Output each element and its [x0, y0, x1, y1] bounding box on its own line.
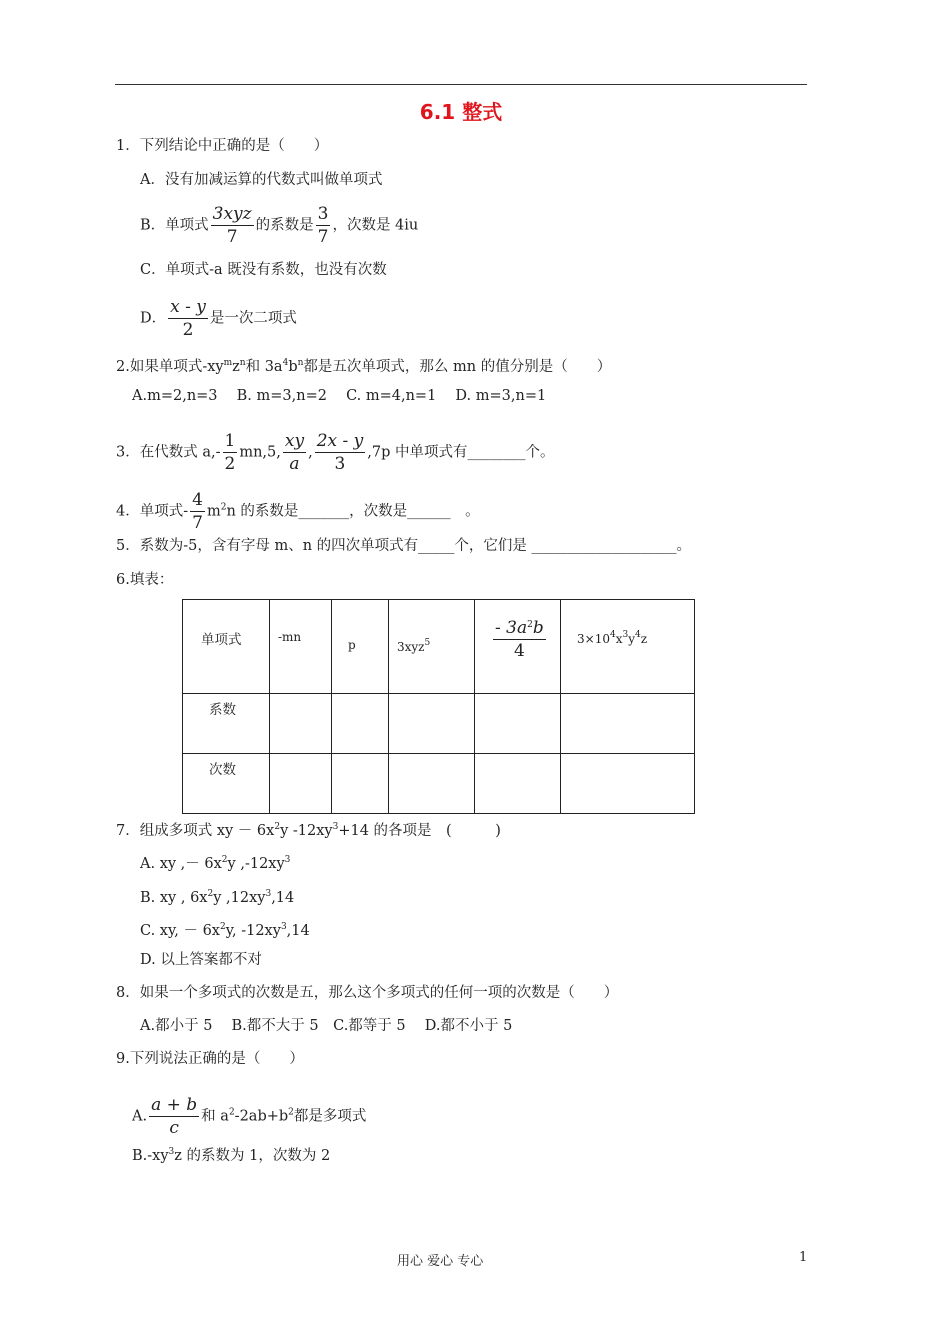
q1-b-mid: 的系数是	[255, 217, 314, 234]
q4-prefix: 4．单项式-	[116, 503, 189, 520]
q1-d-prefix: D．	[140, 310, 167, 327]
q3-mid1: mn,5,	[239, 444, 281, 461]
table-cell-sup-c: 4	[635, 630, 641, 640]
q2-stem	[116, 353, 611, 377]
table-cell-3x10	[561, 600, 695, 694]
q9-b-post: z 的系数为 1，次数为 2	[174, 1148, 331, 1164]
q7-a3: 3	[284, 855, 291, 865]
q9-a-fraction	[149, 1094, 199, 1139]
q2-stem-b: b	[288, 359, 298, 375]
table-head-coefficient-label: 系数	[209, 702, 236, 718]
table-cell-p	[332, 600, 389, 694]
q1-b-suffix: ，次数是 4iu	[332, 217, 419, 234]
q9-b-pre: B.-xy	[132, 1148, 169, 1164]
table-fraction	[493, 614, 546, 662]
q1-b-frac2-den: 7	[317, 227, 329, 247]
table-blank	[389, 694, 475, 754]
q7-stem	[116, 817, 501, 841]
q7-a0: A. xy ,－ 6x	[140, 856, 222, 872]
q3-f3-num: 2x - y	[316, 431, 364, 451]
q7-option-d: D. 以上答案都不对	[140, 952, 262, 968]
q3-suffix: ,7p 中单项式有________个。	[367, 444, 555, 461]
table-blank	[389, 754, 475, 814]
table-cell-mn	[270, 600, 332, 694]
q7-c0: C. xy, － 6x	[140, 923, 220, 939]
table-cell-3xyz5	[389, 600, 475, 694]
table-cell-3xyz: 3xyz	[397, 640, 425, 654]
q7-a2: y ,-12xy	[227, 856, 285, 872]
q4-suffix: n 的系数是_______，次数是______ 。	[226, 503, 480, 520]
table-cell-sup-a: 4	[609, 630, 616, 640]
q7-c3: 3	[280, 922, 287, 932]
q3-f1-den: 2	[224, 454, 236, 474]
q7-s3: 3	[332, 822, 339, 832]
table-cell-z: z	[640, 632, 648, 646]
q9-b-sup: 3	[168, 1147, 175, 1157]
q3	[116, 430, 554, 475]
q3-fraction-1	[223, 430, 238, 475]
table-head-degree-label: 次数	[209, 762, 236, 778]
q6-stem: 6.填表：	[116, 572, 174, 588]
q7-option-b	[140, 884, 294, 908]
q9-a-suffix: 都是多项式	[293, 1108, 367, 1125]
q6-table	[182, 599, 695, 814]
q7-c4: ,14	[286, 923, 310, 939]
q3-f2-num: xy	[284, 431, 305, 451]
q7-s4: +14 的各项是 ( )	[338, 823, 501, 839]
q1-option-a: A．没有加减运算的代数式叫做单项式	[140, 172, 383, 188]
table-blank	[332, 694, 389, 754]
q2-stem-mid: 和 3a	[245, 359, 283, 375]
q1-b-prefix: B．单项式	[140, 217, 209, 234]
q1-b-fraction-2	[316, 203, 331, 248]
q9-option-a	[132, 1094, 366, 1139]
q1-stem: 1．下列结论中正确的是（ ）	[116, 138, 329, 154]
table-frac-num: - 3a	[495, 618, 528, 638]
q9-stem: 9.下列说法正确的是（ ）	[116, 1051, 304, 1067]
q7-a1: 2	[221, 855, 228, 865]
q2-sup-n: n	[239, 358, 246, 368]
q8-stem: 8．如果一个多项式的次数是五，那么这个多项式的任何一项的次数是（ ）	[116, 985, 619, 1001]
table-cell-3x10-text: 3×10	[577, 632, 610, 646]
q3-comma: ,	[308, 444, 313, 461]
page-number: 1	[799, 1250, 808, 1265]
q1-b-frac2-num: 3	[317, 204, 329, 224]
q3-fraction-3	[315, 430, 366, 475]
table-frac-den: 4	[513, 641, 525, 661]
q7-b0: B. xy , 6x	[140, 890, 208, 906]
header-rule	[115, 84, 807, 85]
table-frac-sup: 2	[527, 620, 533, 630]
q2-stem-pre: 2.如果单项式-xy	[116, 359, 224, 375]
q1-option-d	[140, 296, 297, 341]
q7-c1: 2	[219, 922, 226, 932]
q9-a-sup2: 2	[288, 1107, 294, 1118]
q1-d-fraction	[168, 296, 208, 341]
table-blank	[475, 754, 561, 814]
q3-f2-den: a	[289, 454, 300, 474]
q4-sup2: 2	[220, 502, 227, 513]
q2-stem-z: z	[232, 359, 240, 375]
table-blank	[270, 754, 332, 814]
table-cell-p-text: p	[348, 638, 356, 652]
q7-s1: 2	[274, 822, 281, 832]
table-blank	[332, 754, 389, 814]
q7-c2: y, -12xy	[225, 923, 281, 939]
q9-a-mid: 和 a	[201, 1108, 229, 1125]
table-blank	[475, 694, 561, 754]
table-blank	[561, 694, 695, 754]
q4	[116, 489, 480, 534]
q7-b2: y ,12xy	[213, 890, 266, 906]
q4-fraction	[190, 489, 205, 534]
table-head-monomial	[183, 600, 270, 694]
q1-d-suffix: 是一次二项式	[209, 310, 297, 327]
page-title: 6.1 整式	[419, 100, 503, 124]
q1-b-fraction-1	[211, 203, 254, 248]
q4-f-den: 7	[192, 513, 203, 533]
table-cell-y: y	[628, 632, 635, 646]
q7-b4: ,14	[271, 890, 295, 906]
q9-a-num: a + b	[151, 1095, 198, 1115]
table-head-degree	[183, 754, 270, 814]
q3-prefix: 3．在代数式 a,-	[116, 444, 221, 461]
q1-d-frac-num: x - y	[170, 297, 206, 317]
table-frac-b: b	[532, 618, 544, 638]
table-blank	[561, 754, 695, 814]
q7-s2: y -12xy	[280, 823, 333, 839]
q1-option-b	[140, 203, 418, 248]
q4-f-num: 4	[192, 490, 203, 510]
q8-options: A.都小于 5 B.都不大于 5 C.都等于 5 D.都不小于 5	[140, 1018, 513, 1034]
table-cell-fraction	[475, 600, 561, 694]
q7-b1: 2	[207, 889, 214, 899]
table-blank	[270, 694, 332, 754]
table-cell-mn-text: -mn	[278, 630, 302, 644]
q7-b3: 3	[265, 889, 272, 899]
q4-m: m	[206, 503, 221, 520]
table-cell-x: x	[615, 632, 623, 646]
q9-option-b	[132, 1142, 330, 1166]
q2-sup-m: m	[223, 358, 233, 368]
table-cell-3xyz-sup: 5	[424, 638, 431, 648]
q1-b-frac1-den: 7	[226, 227, 238, 247]
q1-b-frac1-num: 3xyz	[212, 204, 252, 224]
q7-s0: 7．组成多项式 xy － 6x	[116, 823, 275, 839]
q2-options: A.m=2,n=3 B. m=3,n=2 C. m=4,n=1 D. m=3,n=1	[132, 388, 547, 404]
q9-a-den: c	[169, 1118, 179, 1138]
table-head-monomial-label: 单项式	[201, 632, 242, 648]
q3-f3-den: 3	[334, 454, 346, 474]
footer-slogan: 用心 爱心 专心	[397, 1254, 484, 1269]
q3-fraction-2	[283, 430, 306, 475]
q2-stem-post: 都是五次单项式，那么 mn 的值分别是（ ）	[303, 359, 612, 375]
q9-a-mid2: -2ab+b	[234, 1108, 289, 1125]
table-cell-sup-b: 3	[622, 630, 629, 640]
q7-option-c	[140, 917, 310, 941]
q2-sup-4: 4	[282, 358, 289, 368]
q2-sup-n2: n	[297, 358, 304, 368]
q1-option-c: C．单项式-a 既没有系数，也没有次数	[140, 262, 387, 278]
q7-option-a	[140, 850, 290, 874]
table-head-coefficient	[183, 694, 270, 754]
q5: 5．系数为-5，含有字母 m、n 的四次单项式有_____个，它们是 ____________________。	[116, 538, 692, 554]
q3-f1-num: 1	[224, 431, 236, 451]
q9-a-prefix: A.	[132, 1108, 148, 1125]
q9-a-sup1: 2	[228, 1107, 235, 1118]
q1-d-frac-den: 2	[182, 320, 194, 340]
